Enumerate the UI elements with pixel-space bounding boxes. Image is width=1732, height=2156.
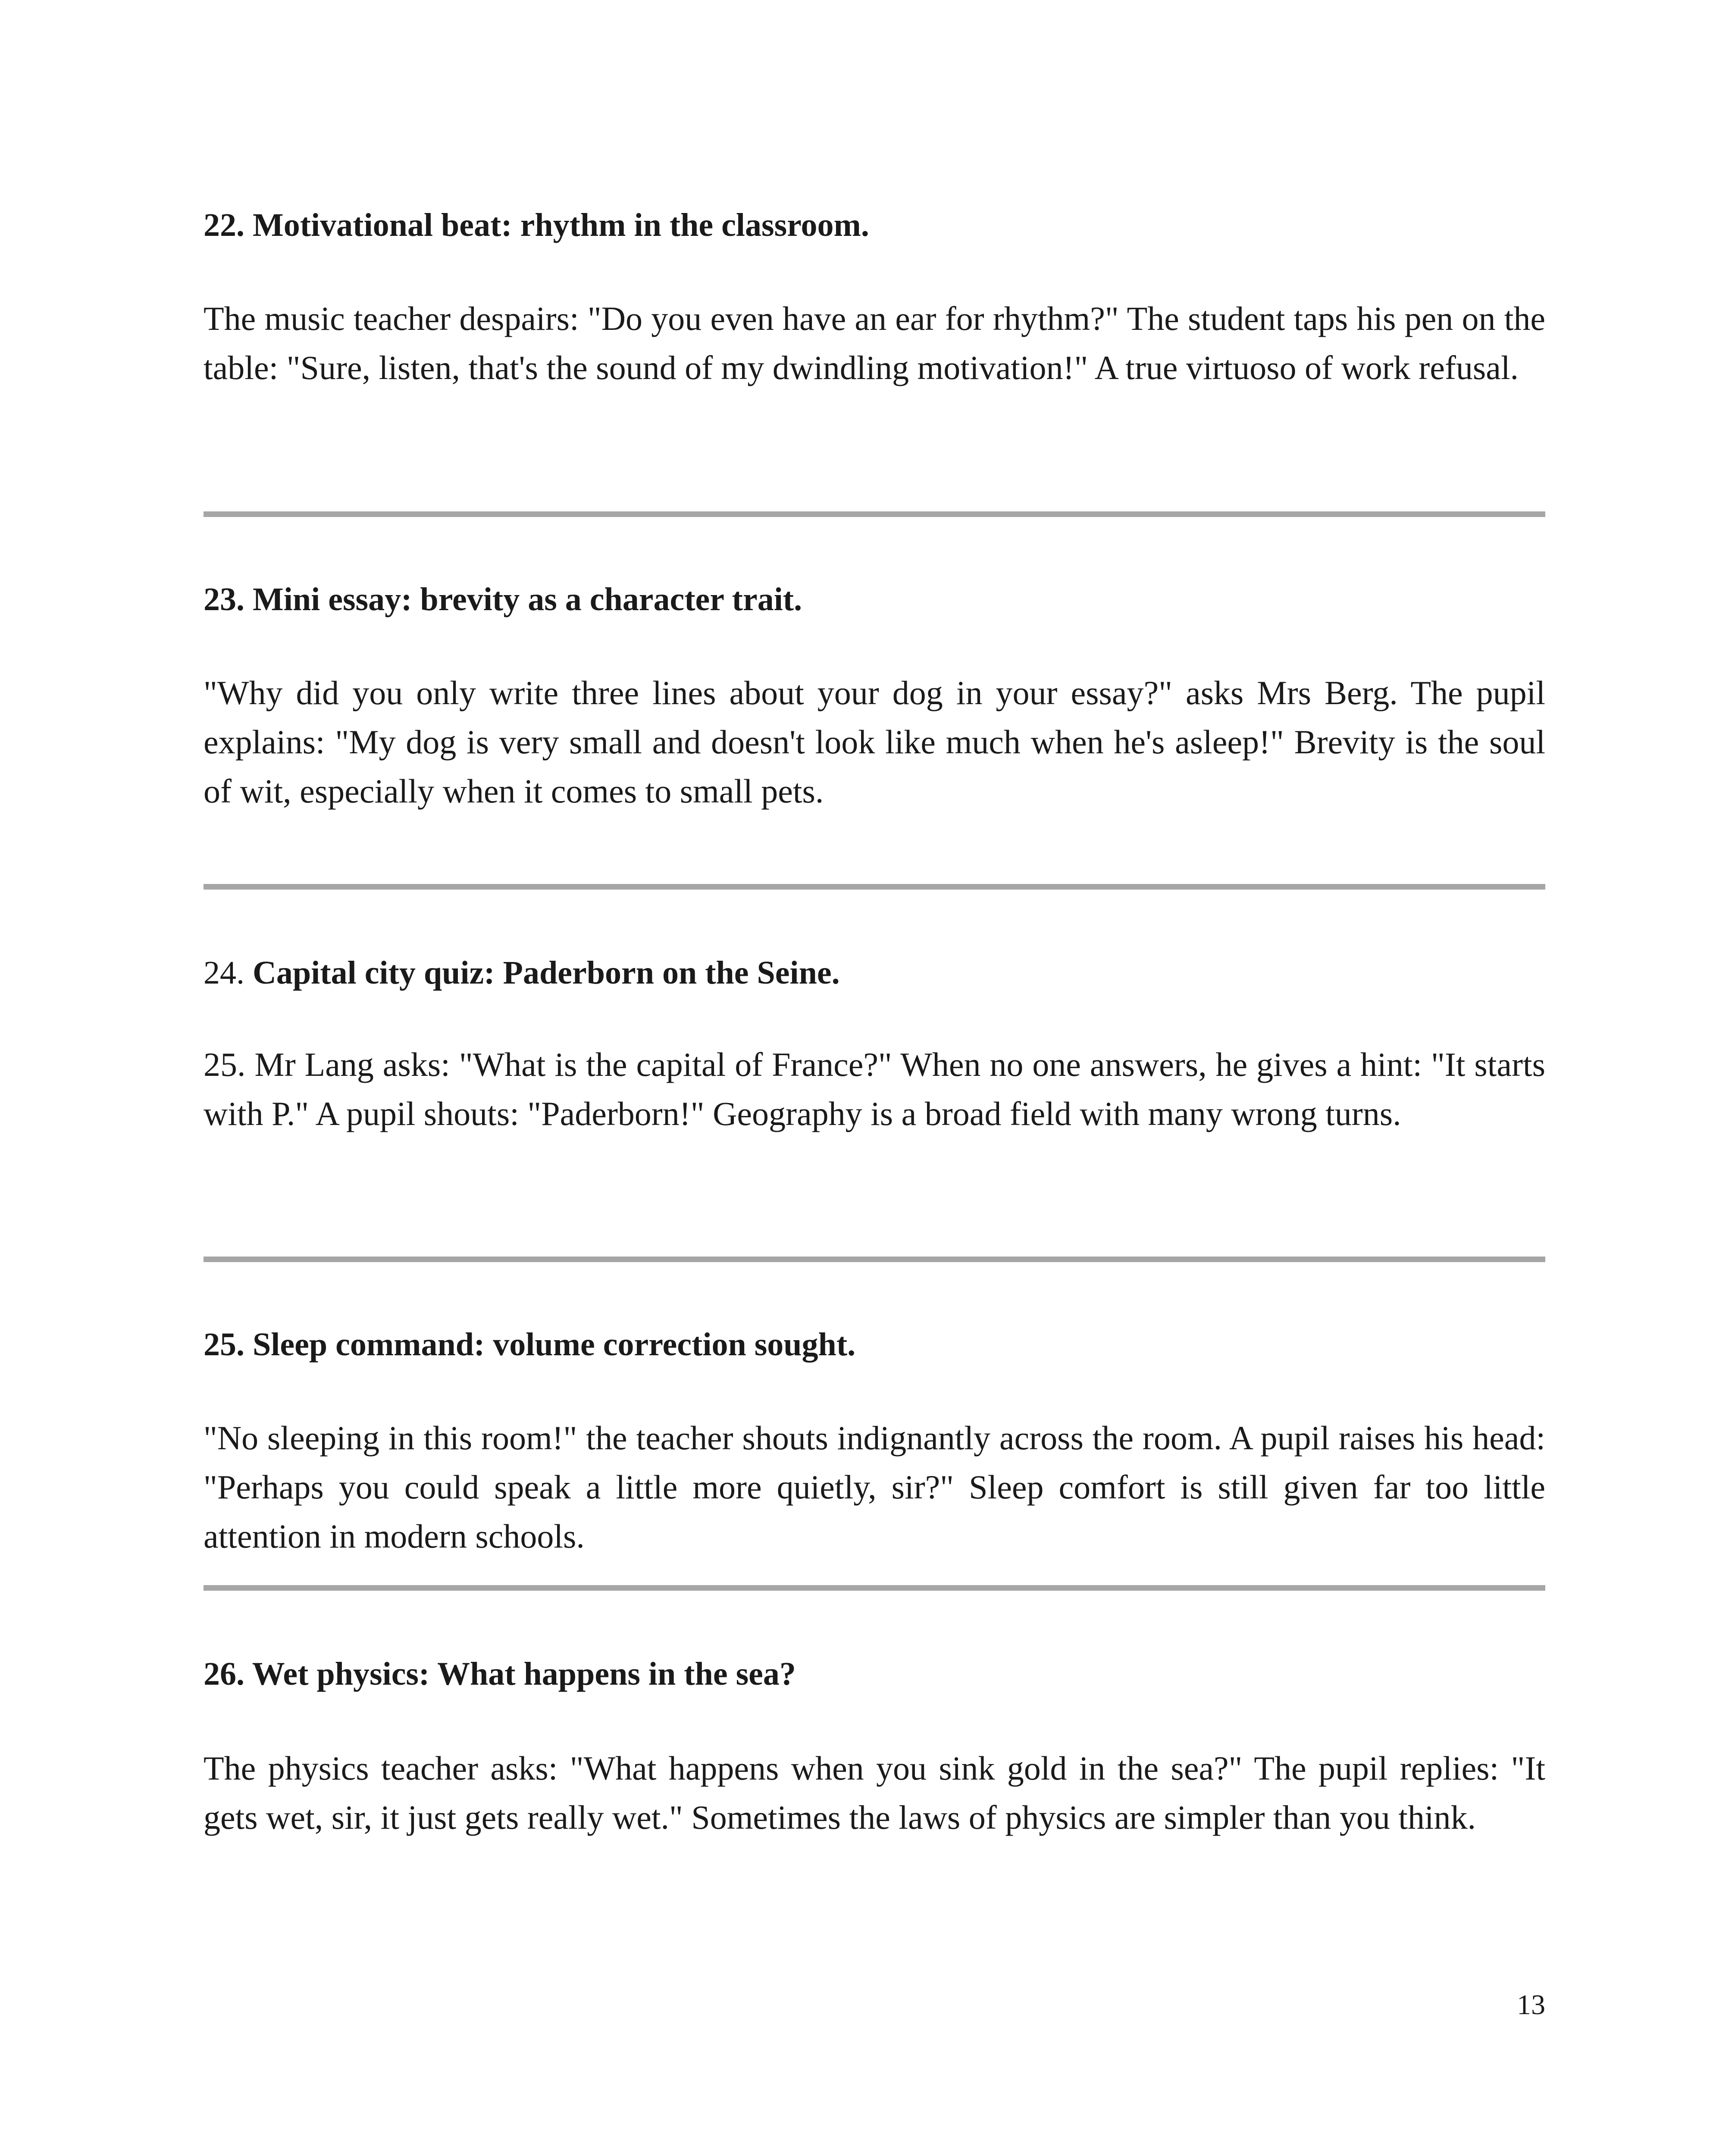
section-divider: [204, 1257, 1545, 1262]
section-divider: [204, 1585, 1545, 1591]
section-divider: [204, 884, 1545, 890]
section-heading-24-text: Capital city quiz: Paderborn on the Seine.: [253, 955, 840, 991]
section-heading-24: [204, 951, 1545, 994]
section-body-24: 25. Mr Lang asks: "What is the capital of France?" When no one answers, he gives a hint: "It starts with P." A pupil shouts: "Paderborn!" Geography is a broad field with many wrong turns.: [204, 1046, 1545, 1132]
section-body-25: "No sleeping in this room!" the teacher shouts indignantly across the room. A pupil raises his head: "Perhaps you could speak a little more quietly, sir?" Sleep comfort is still given far too little attention in modern schools.: [204, 1419, 1545, 1555]
section-heading-23: 23. Mini essay: brevity as a character trait.: [204, 581, 802, 617]
section-heading-26: 26. Wet physics: What happens in the sea?: [204, 1656, 796, 1692]
section-body-22: The music teacher despairs: "Do you even have an ear for rhythm?" The student taps his pen on the table: "Sure, listen, that's the sound of my dwindling motivation!" A true virtuoso of work refusal.: [204, 300, 1545, 386]
page-number: 13: [1517, 1989, 1545, 2021]
section-heading-22: 22. Motivational beat: rhythm in the classroom.: [204, 207, 869, 243]
section-heading-25: 25. Sleep command: volume correction sought.: [204, 1326, 856, 1363]
section-body-23: "Why did you only write three lines about your dog in your essay?" asks Mrs Berg. The pupil explains: "My dog is very small and doesn't look like much when he's asleep!" Brevity is the soul of wit, especially when it comes to small pets.: [204, 674, 1545, 810]
section-heading-24-number: 24.: [204, 955, 244, 991]
section-body-26: The physics teacher asks: "What happens when you sink gold in the sea?" The pupil replies: "It gets wet, sir, it just gets really wet." Sometimes the laws of physics are simpler than you think.: [204, 1749, 1545, 1836]
section-divider: [204, 511, 1545, 517]
